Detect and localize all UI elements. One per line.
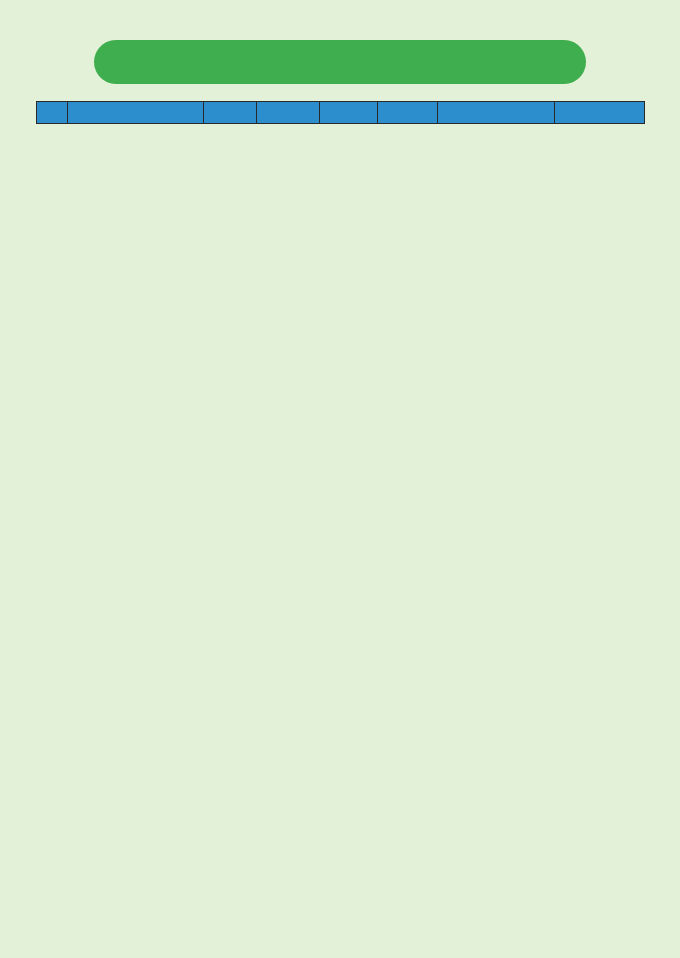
page-title xyxy=(94,40,586,84)
header-address xyxy=(438,102,555,124)
header-phone xyxy=(555,102,645,124)
header-elderly xyxy=(320,102,378,124)
header-pregnant xyxy=(257,102,320,124)
header-children xyxy=(204,102,257,124)
table-header-row xyxy=(37,102,645,124)
header-clinic-name xyxy=(68,102,204,124)
header-no xyxy=(37,102,68,124)
header-covid19 xyxy=(378,102,438,124)
clinic-table xyxy=(36,101,645,124)
